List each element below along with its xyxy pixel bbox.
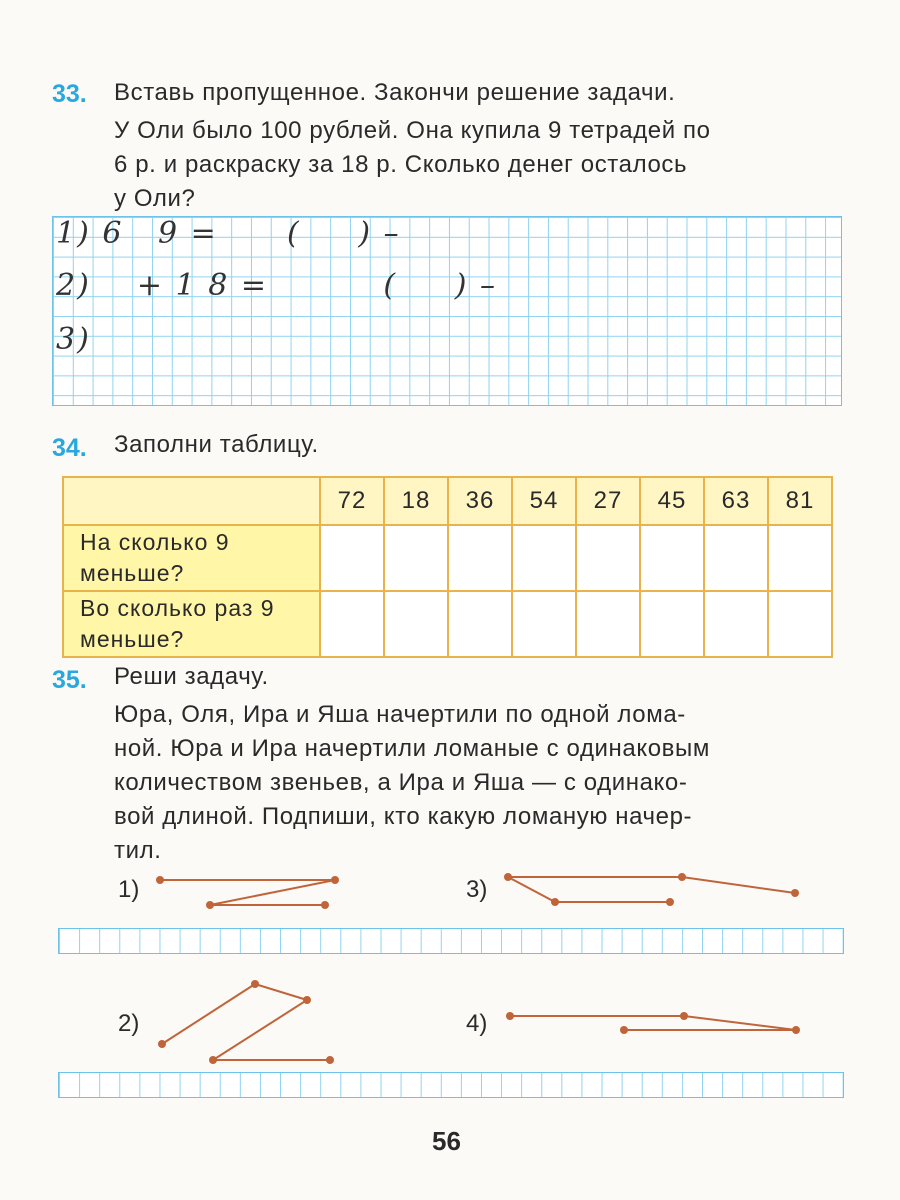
vertex-point: [303, 996, 311, 1004]
vertex-point: [680, 1012, 688, 1020]
vertex-point: [251, 980, 259, 988]
table-column-header: 18: [384, 477, 448, 525]
table-column-header: 36: [448, 477, 512, 525]
row-label-line-1: Во сколько раз 9: [80, 595, 275, 621]
vertex-point: [551, 898, 559, 906]
task-35-line-3: количеством звеньев, а Ира и Яша — с одинако-: [114, 769, 688, 796]
answer-strip-2[interactable]: [58, 1072, 844, 1098]
table-column-header: 54: [512, 477, 576, 525]
vertex-point: [158, 1040, 166, 1048]
task-35-line-1: Юра, Оля, Ира и Яша начертили по одной лома-: [114, 701, 686, 728]
task-35-line-5: тил.: [114, 837, 162, 864]
table-column-header: 81: [768, 477, 832, 525]
row-label-line-2: меньше?: [80, 626, 185, 652]
vertex-point: [666, 898, 674, 906]
table-column-header: 45: [640, 477, 704, 525]
task-33-line-1: У Оли было 100 рублей. Она купила 9 тетрадей по: [114, 117, 711, 144]
figure-2-label: 2): [118, 1010, 140, 1037]
polyline-4: [510, 1016, 796, 1030]
row-label-line-1: На сколько 9: [80, 529, 230, 555]
task-35-line-4: вой длиной. Подпиши, кто какую ломаную начер-: [114, 803, 693, 830]
row-label-line-2: меньше?: [80, 560, 185, 586]
answer-strip-1[interactable]: [58, 928, 844, 954]
figure-3-label: 3): [466, 876, 488, 903]
vertex-point: [506, 1012, 514, 1020]
vertex-point: [678, 873, 686, 881]
task-35-title: Реши задачу.: [114, 663, 269, 690]
vertex-point: [321, 901, 329, 909]
table-column-header: 63: [704, 477, 768, 525]
polyline-3b: [508, 877, 670, 902]
task-33-number: 33.: [52, 80, 87, 108]
task-33-line-3: у Оли?: [114, 185, 196, 212]
task-35-line-2: ной. Юра и Ира начертили ломаные с одинаковым: [114, 735, 710, 762]
figure-1-label: 1): [118, 876, 140, 903]
vertex-point: [504, 873, 512, 881]
vertex-point: [209, 1056, 217, 1064]
vertex-point: [331, 876, 339, 884]
polyline-2: [162, 984, 330, 1060]
table-column-header: 27: [576, 477, 640, 525]
solution-step-3: 3): [56, 322, 91, 357]
task-34-number: 34.: [52, 434, 87, 462]
polyline-3: [508, 877, 795, 893]
solution-step-1: 1) 6 9 = ( ) –: [56, 216, 401, 251]
polyline-1: [160, 880, 335, 905]
task-33-line-2: 6 р. и раскраску за 18 р. Сколько денег осталось: [114, 151, 688, 178]
vertex-point: [156, 876, 164, 884]
table-column-header: 72: [320, 477, 384, 525]
task-34-title: Заполни таблицу.: [114, 431, 319, 458]
task-33-title: Вставь пропущенное. Закончи решение задачи.: [114, 79, 676, 106]
page-number: 56: [432, 1126, 461, 1156]
figure-4-label: 4): [466, 1010, 488, 1037]
vertex-point: [791, 889, 799, 897]
vertex-point: [792, 1026, 800, 1034]
solution-step-2: 2) + 1 8 = ( ) –: [56, 268, 497, 303]
task-35-number: 35.: [52, 666, 87, 694]
vertex-point: [326, 1056, 334, 1064]
vertex-point: [206, 901, 214, 909]
vertex-point: [620, 1026, 628, 1034]
